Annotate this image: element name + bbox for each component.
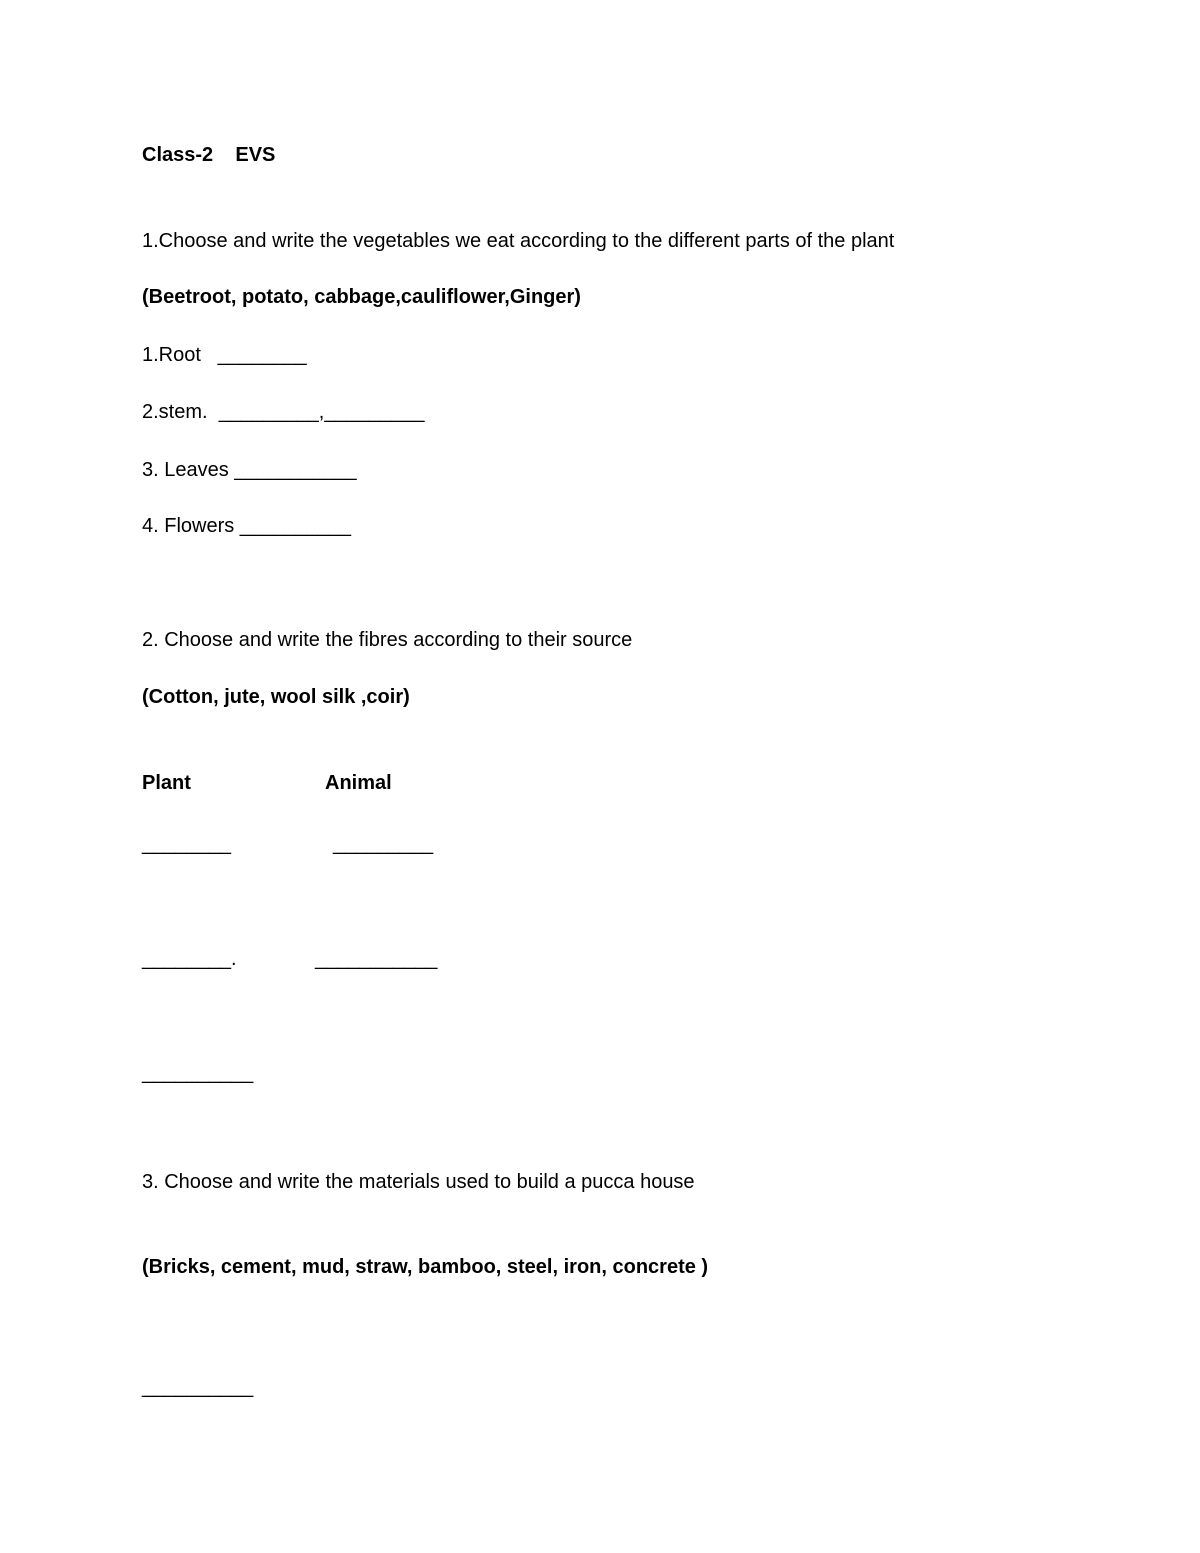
question-1-item-leaves: 3. Leaves ___________ bbox=[142, 459, 357, 481]
answer-blank-plant-3: __________ bbox=[142, 1062, 254, 1084]
answer-blank-animal-2: ___________ bbox=[315, 948, 438, 970]
answer-blank-animal-1: _________ bbox=[333, 833, 434, 855]
question-3-answer-blank: __________ bbox=[142, 1376, 254, 1398]
answer-blank-plant-2: ________. bbox=[142, 948, 237, 970]
question-2-prompt: 2. Choose and write the fibres according to their source bbox=[142, 629, 633, 651]
question-2-options: (Cotton, jute, wool silk ,coir) bbox=[142, 686, 410, 708]
column-heading-animal: Animal bbox=[325, 772, 392, 794]
worksheet-title: Class-2 EVS bbox=[142, 144, 276, 166]
answer-blank-plant-1: ________ bbox=[142, 833, 231, 855]
column-heading-plant: Plant bbox=[142, 772, 191, 794]
question-1-item-flowers: 4. Flowers __________ bbox=[142, 515, 352, 537]
question-1-prompt: 1.Choose and write the vegetables we eat according to the different parts of the plant bbox=[142, 230, 895, 252]
question-1-item-root: 1.Root ________ bbox=[142, 344, 307, 366]
question-3-options: (Bricks, cement, mud, straw, bamboo, steel, iron, concrete ) bbox=[142, 1256, 709, 1278]
question-1-options: (Beetroot, potato, cabbage,cauliflower,Ginger) bbox=[142, 286, 581, 308]
question-3-prompt: 3. Choose and write the materials used to build a pucca house bbox=[142, 1171, 695, 1193]
question-1-item-stem: 2.stem. _________,_________ bbox=[142, 401, 425, 423]
